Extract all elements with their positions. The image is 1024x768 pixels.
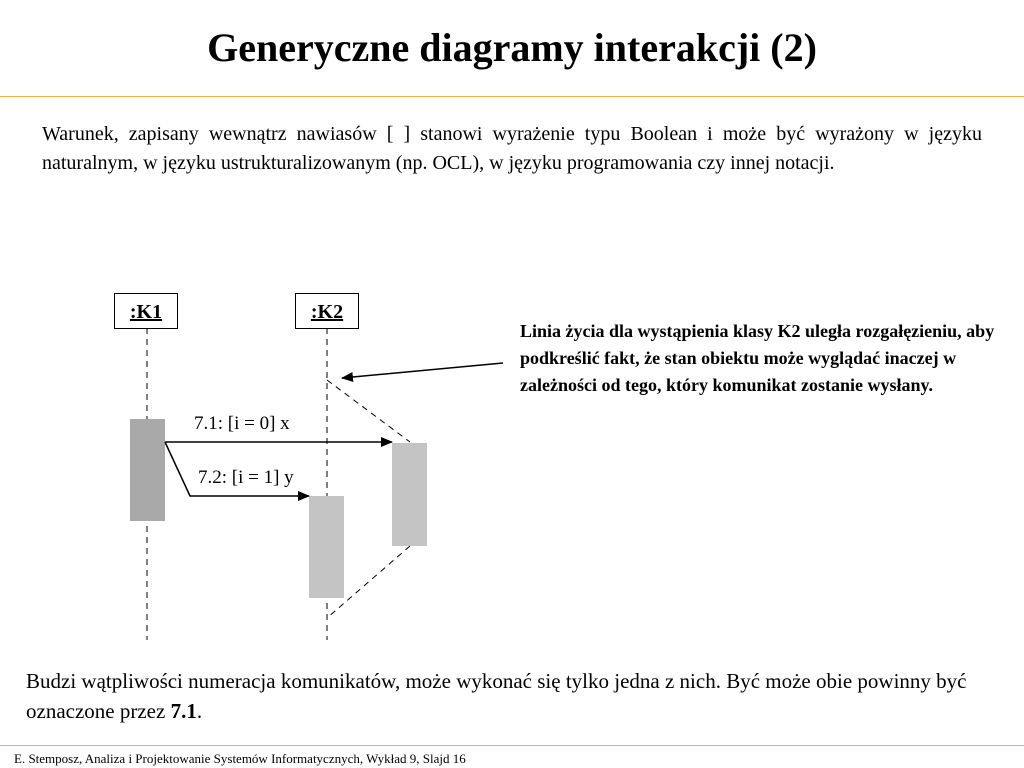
message-label-7-1: 7.1: [i = 0] x <box>194 413 290 434</box>
slide-title: Generyczne diagramy interakcji (2) <box>207 25 817 70</box>
k2-activation <box>309 496 344 598</box>
lifeline-k2 <box>295 293 359 329</box>
intro-paragraph: Warunek, zapisany wewnątrz nawiasów [ ] stanowi wyrażenie typu Boolean i może być wyrażony w języku naturalnym, w języku ustrukturalizowanym (np. OCL), w języku programowania czy innej notacji. <box>42 123 982 174</box>
footer-end: . <box>196 699 203 723</box>
k1-activation <box>130 419 165 521</box>
lifeline-branch-note: Linia życia dla wystąpienia klasy K2 uległa rozgałęzieniu, aby podkreślić fakt, że stan obiektu może wyglądać inaczej w zależności od tego, który komunikat zostanie wysłany. <box>520 321 995 395</box>
k2-branch-activation <box>392 443 427 546</box>
footer-emphasis: 7.1 <box>170 699 197 723</box>
lifeline-k1 <box>114 293 178 329</box>
lifeline-k1-label: :K1 <box>129 301 163 323</box>
note-arrow <box>342 363 503 378</box>
slide-credit: E. Stemposz, Analiza i Projektowanie Systemów Informatycznych, Wykład 9, Slajd 16 <box>14 751 466 766</box>
k2-branch-upper <box>327 380 410 442</box>
footer-paragraph <box>26 666 1006 726</box>
footer-divider <box>0 745 1024 746</box>
message-label-7-2: 7.2: [i = 1] y <box>198 467 294 488</box>
lifeline-k2-label: :K2 <box>310 301 344 323</box>
footer-text: Budzi wątpliwości numeracja komunikatów, może wykonać się tylko jedna z nich. Być może obie powinny być oznaczone przez <box>26 669 967 723</box>
